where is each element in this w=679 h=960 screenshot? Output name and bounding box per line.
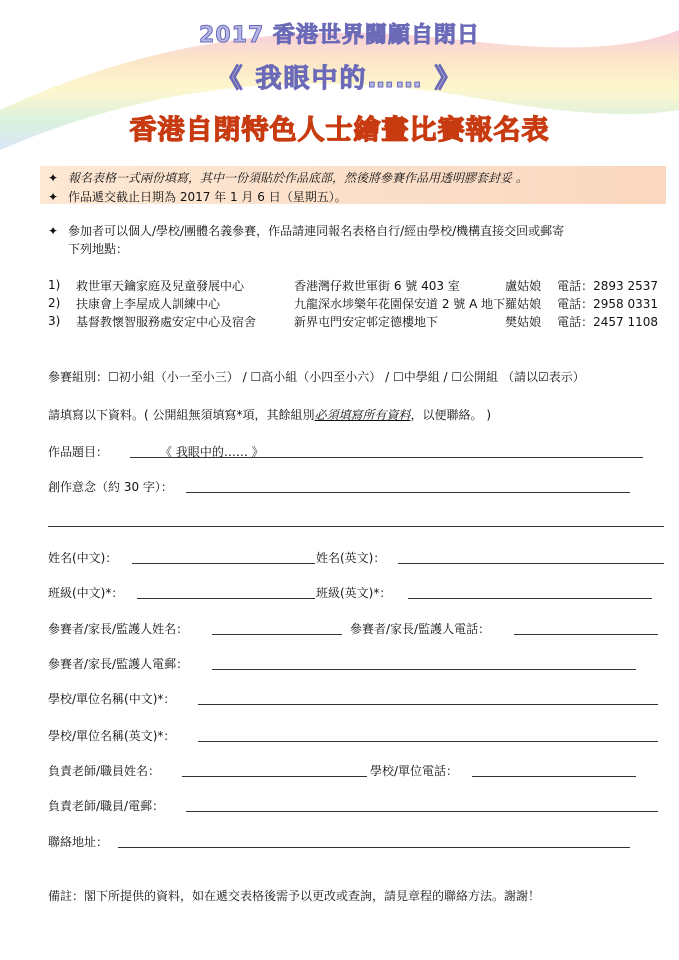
address-row: 3) 基督教懷智服務處安定中心及宿舍 新界屯門安定邨定德樓地下 樊姑娘 電話：2457 1108 — [48, 314, 659, 329]
entry-note: ✦ 參加者可以個人/學校/團體名義參賽，作品請連同報名表格自行/經由學校/機構直接交回或郵寄 — [48, 224, 565, 238]
guardian-email-label: 參賽者/家長/監護人電郵： — [48, 657, 189, 671]
address-label: 聯絡地址： — [48, 835, 109, 849]
concept-label: 創作意念（約 30 字）： — [48, 480, 173, 494]
star-bullet-icon: ✦ — [48, 171, 59, 185]
address-row: 1) 救世軍天鑰家庭及兒童發展中心 香港灣仔救世軍街 6 號 403 室 盧姑娘 電話：2893 2537 — [48, 278, 659, 293]
school-en-label: 學校/單位名稱(英文)*： — [48, 729, 176, 743]
group-option-junior[interactable]: ☐初小組（小一至小三） — [108, 370, 239, 384]
instruction: 請填寫以下資料。( 公開組無須填寫*項，其餘組別必須填寫所有資料，以便聯絡。 ) — [48, 408, 492, 422]
note-2: ✦ 作品遞交截止日期為 2017 年 1 月 6 日（星期五）。 — [48, 190, 347, 204]
school-cn-label: 學校/單位名稱(中文)*： — [48, 692, 176, 706]
address-row: 2) 扶康會上李屋成人訓練中心 九龍深水埗樂年花園保安道 2 號 A 地下 羅姑娘 電話：2958 0331 — [48, 296, 659, 311]
work-title-label: 作品題目： — [48, 445, 109, 459]
note-1: ✦ 報名表格一式兩份填寫，其中一份須貼於作品底部，然後將參賽作品用透明膠套封妥 。 — [48, 171, 528, 185]
class-en-label: 班級(英文)*： — [316, 586, 392, 600]
star-bullet-icon: ✦ — [48, 190, 59, 204]
address-table — [48, 276, 658, 330]
star-bullet-icon: ✦ — [48, 224, 59, 238]
teacher-email-label: 負責老師/職員/電郵： — [48, 799, 165, 813]
name-cn-field[interactable] — [132, 563, 315, 564]
group-option-open[interactable]: ☐公開組 — [451, 370, 499, 384]
teacher-name-label: 負責老師/職員姓名： — [48, 764, 161, 778]
class-en-field[interactable] — [408, 598, 652, 599]
header-banner — [0, 0, 679, 160]
form-title: 香港自閉特色人士繪畫比賽報名表 — [129, 115, 550, 146]
guardian-email-field[interactable] — [212, 669, 636, 670]
school-phone-label: 學校/單位電話： — [370, 764, 459, 778]
guardian-phone-field[interactable] — [514, 634, 658, 635]
school-phone-field[interactable] — [472, 776, 636, 777]
guardian-name-label: 參賽者/家長/監護人姓名： — [48, 622, 189, 636]
concept-field[interactable] — [186, 492, 630, 493]
work-title-field[interactable] — [130, 457, 643, 458]
group-option-senior[interactable]: ☐高小組（小四至小六） — [250, 370, 382, 384]
guardian-name-field[interactable] — [212, 634, 342, 635]
school-en-field[interactable] — [198, 741, 658, 742]
teacher-name-field[interactable] — [182, 776, 367, 777]
guardian-phone-label: 參賽者/家長/監護人電話： — [350, 622, 491, 636]
teacher-email-field[interactable] — [186, 811, 658, 812]
class-cn-field[interactable] — [137, 598, 315, 599]
class-cn-label: 班級(中文)*： — [48, 586, 124, 600]
footer-remark: 備註：閣下所提供的資料，如在遞交表格後需予以更改或查詢，請見章程的聯絡方法。謝謝！ — [48, 889, 541, 903]
name-cn-label: 姓名(中文)： — [48, 551, 118, 565]
group-option-secondary[interactable]: ☐中學組 — [392, 370, 440, 384]
theme-title: 《 我眼中的…… 》 — [216, 64, 463, 94]
address-field[interactable] — [118, 847, 630, 848]
name-en-field[interactable] — [398, 563, 664, 564]
entry-note-cont: 下列地點： — [68, 242, 129, 256]
group-selection: 參賽組別：☐初小組（小一至小三） / ☐高小組（小四至小六） / ☐中學組 / ☐公開組 （請以☑表示） — [48, 370, 585, 384]
name-en-label: 姓名(英文)： — [316, 551, 386, 565]
concept-field-line2[interactable] — [48, 526, 664, 527]
school-cn-field[interactable] — [198, 704, 658, 705]
event-title: 2017 香港世界關顧自閉日 — [199, 23, 480, 48]
work-title-value: 《 我眼中的…… 》 — [160, 445, 264, 459]
